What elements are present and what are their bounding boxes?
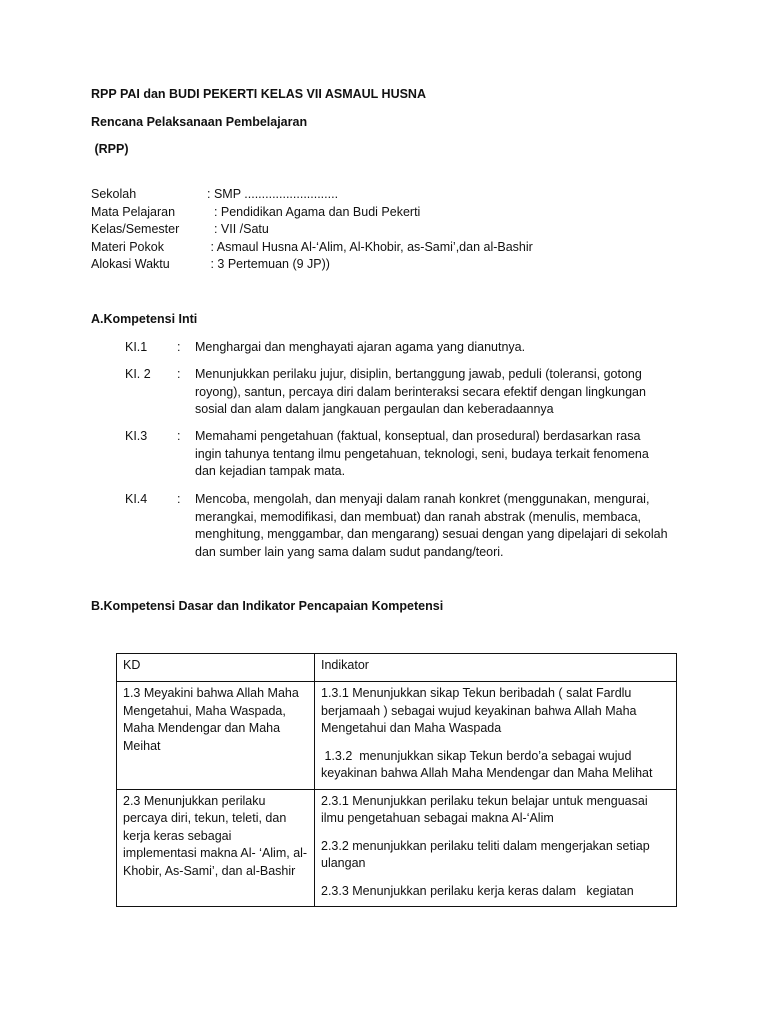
ki-colon: :: [177, 429, 181, 443]
ki-code: KI.1: [125, 340, 148, 354]
identity-value: : 3 Pertemuan (9 JP)): [207, 257, 330, 271]
ki-text: Menghargai dan menghayati ajaran agama yang dianutnya.: [195, 340, 526, 354]
table-header-indikator: Indikator: [315, 654, 677, 682]
table-header-kd: KD: [117, 654, 315, 682]
indicator-text: 2.3.3 Menunjukkan perilaku kerja keras dalam kegiatan: [321, 883, 634, 898]
ki-text: Menunjukkan perilaku jujur, disiplin, bertanggung jawab, peduli (toleransi, gotong royong), santun, percaya diri dalam berinteraksi secara efektif dengan lingkungan sosial dan alam dalam jangkauan pergaulan dan keberadaannya: [195, 367, 646, 416]
indicator-cell: [315, 789, 677, 907]
ki-item-1: [125, 339, 685, 357]
kd-indicator-table: [116, 653, 677, 907]
document-subtitle: Rencana Pelaksanaan Pembelajaran: [91, 115, 308, 129]
table-row: [117, 682, 677, 790]
kd-cell: 1.3 Meyakini bahwa Allah Maha Mengetahui, Maha Waspada, Maha Mendengar dan Maha Meihat: [117, 682, 315, 790]
indicator-cell: [315, 682, 677, 790]
ki-item-2: [125, 366, 685, 419]
kd-cell: 2.3 Menunjukkan perilaku percaya diri, tekun, teleti, dan kerja keras sebagai implementasi makna Al- ‘Alim, al-Khobir, As-Sami’, dan al-Bashir: [117, 789, 315, 907]
document-title: RPP PAI dan BUDI PEKERTI KELAS VII ASMAUL HUSNA: [91, 87, 426, 101]
ki-item-3: [125, 428, 685, 481]
document-abbrev: (RPP): [91, 142, 129, 156]
indicator-text: 2.3.1 Menunjukkan perilaku tekun belajar untuk menguasai ilmu pengetahuan sebagai makna Al-‘Alim: [321, 793, 648, 825]
section-b-heading: B.Kompetensi Dasar dan Indikator Pencapaian Kompetensi: [91, 599, 444, 613]
ki-colon: :: [177, 340, 181, 354]
identity-block: [91, 186, 533, 274]
ki-colon: :: [177, 492, 181, 506]
section-a-heading: A.Kompetensi Inti: [91, 312, 198, 326]
ki-item-4: [125, 491, 685, 561]
identity-label: Mata Pelajaran: [91, 204, 176, 219]
ki-code: KI.4: [125, 492, 148, 506]
identity-row-materi-pokok: [91, 239, 533, 257]
identity-label: Sekolah: [91, 187, 137, 201]
table-header-row: [117, 654, 677, 682]
identity-value: : SMP ...........................: [207, 187, 339, 201]
identity-label: Materi Pokok: [91, 239, 164, 254]
ki-text: Mencoba, mengolah, dan menyaji dalam ranah konkret (menggunakan, mengurai, merangkai, memodifikasi, dan membuat) dan ranah abstrak (menulis, membaca, menghitung, menggambar, dan mengarang) sesuai dengan yang dipelajari di sekolah dan sumber lain yang sama dalam sudut pandang/teori.: [195, 492, 668, 559]
identity-row-sekolah: [91, 186, 533, 204]
identity-value: : Asmaul Husna Al-‘Alim, Al-Khobir, as-Sami’,dan al-Bashir: [207, 239, 533, 254]
identity-value: : VII /Satu: [207, 222, 269, 236]
identity-value: : Pendidikan Agama dan Budi Pekerti: [207, 204, 421, 219]
identity-row-kelas-semester: [91, 221, 533, 239]
identity-row-mata-pelajaran: [91, 204, 533, 222]
identity-label: Kelas/Semester: [91, 222, 180, 236]
table-row: [117, 789, 677, 907]
identity-row-alokasi-waktu: [91, 256, 533, 274]
identity-label: Alokasi Waktu: [91, 257, 170, 271]
ki-colon: :: [177, 367, 181, 381]
ki-code: KI. 2: [125, 367, 151, 381]
ki-code: KI.3: [125, 429, 148, 443]
indicator-text: 2.3.2 menunjukkan perilaku teliti dalam mengerjakan setiap ulangan: [321, 838, 650, 870]
indicator-text: 1.3.1 Menunjukkan sikap Tekun beribadah ( salat Fardlu berjamaah ) sebagai wujud keyakinan bahwa Allah Maha Mengetahui dan Maha Waspada: [321, 686, 637, 735]
ki-text: Memahami pengetahuan (faktual, konseptual, dan prosedural) berdasarkan rasa ingin tahunya tentang ilmu pengetahuan, teknologi, seni, budaya terkait fenomena dan kejadian tampak mata.: [195, 429, 649, 478]
indicator-text: 1.3.2 menunjukkan sikap Tekun berdo’a sebagai wujud keyakinan bahwa Allah Maha Mendengar dan Maha Melihat: [321, 748, 653, 780]
